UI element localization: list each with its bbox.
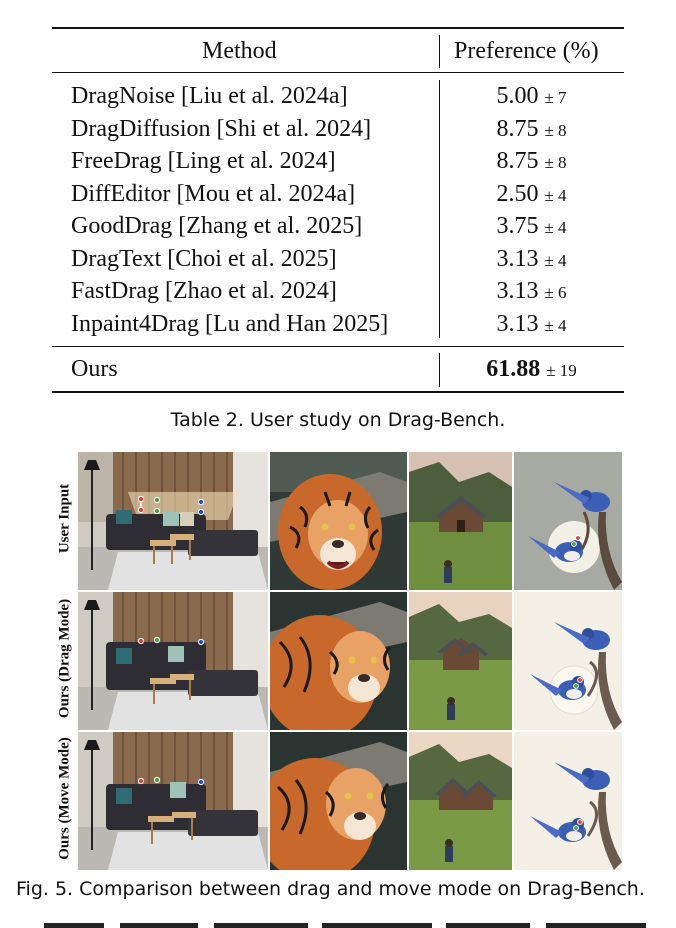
figure-caption: Fig. 5. Comparison between drag and move mode on Drag-Bench.: [16, 878, 645, 900]
living-room-drag-image: [78, 592, 268, 730]
table-row-pref: 8.75 ± 8: [496, 148, 567, 174]
header-rule: [52, 72, 624, 73]
table-row-pref: 3.13 ± 6: [496, 278, 567, 304]
comparison-figure: [78, 452, 622, 870]
row-label-drag-mode: Ours (Drag Mode): [56, 598, 73, 719]
truncated-body-text: [0, 914, 676, 928]
table-top-rule: [52, 27, 624, 29]
cabin-input-image: [409, 452, 512, 590]
living-room-move-image: [78, 732, 268, 870]
blue-birds-move-image: [514, 732, 622, 870]
blue-birds-drag-image: [514, 592, 622, 730]
table-row-method: DiffEditor [Mou et al. 2024a]: [71, 181, 356, 207]
table-row-method: DragText [Choi et al. 2025]: [71, 246, 337, 272]
tiger-move-image: [270, 732, 407, 870]
table-row-pref: 3.75 ± 4: [496, 213, 567, 239]
tiger-input-image: [270, 452, 407, 590]
table-row-pref: 5.00 ± 7: [496, 83, 567, 109]
table-row-method: DragDiffusion [Shi et al. 2024]: [71, 116, 372, 142]
tiger-drag-image: [270, 592, 407, 730]
table-caption: Table 2. User study on Drag-Bench.: [170, 409, 506, 431]
ours-method: Ours: [71, 356, 118, 382]
header-method: Method: [202, 38, 277, 64]
ours-pref: 61.88 ± 19: [486, 356, 577, 382]
header-divider: [439, 35, 440, 68]
row-label-user-input: User Input: [56, 483, 73, 554]
table-row-method: DragNoise [Liu et al. 2024a]: [71, 83, 348, 109]
table-row-method: Inpaint4Drag [Lu and Han 2025]: [71, 311, 389, 337]
table-row-method: FastDrag [Zhao et al. 2024]: [71, 278, 337, 304]
cabin-drag-image: [409, 592, 512, 730]
blue-birds-input-image: [514, 452, 622, 590]
table-row-pref: 3.13 ± 4: [496, 246, 567, 272]
table-row-pref: 3.13 ± 4: [496, 311, 567, 337]
table-bottom-rule: [52, 391, 624, 393]
header-preference: Preference (%): [454, 38, 599, 64]
row-label-move-mode: Ours (Move Mode): [56, 737, 73, 860]
table-row-pref: 8.75 ± 8: [496, 116, 567, 142]
table-row-pref: 2.50 ± 4: [496, 181, 567, 207]
ours-rule: [52, 346, 624, 347]
living-room-input-image: [78, 452, 268, 590]
table-row-method: GoodDrag [Zhang et al. 2025]: [71, 213, 363, 239]
table-row-method: FreeDrag [Ling et al. 2024]: [71, 148, 336, 174]
cabin-move-image: [409, 732, 512, 870]
